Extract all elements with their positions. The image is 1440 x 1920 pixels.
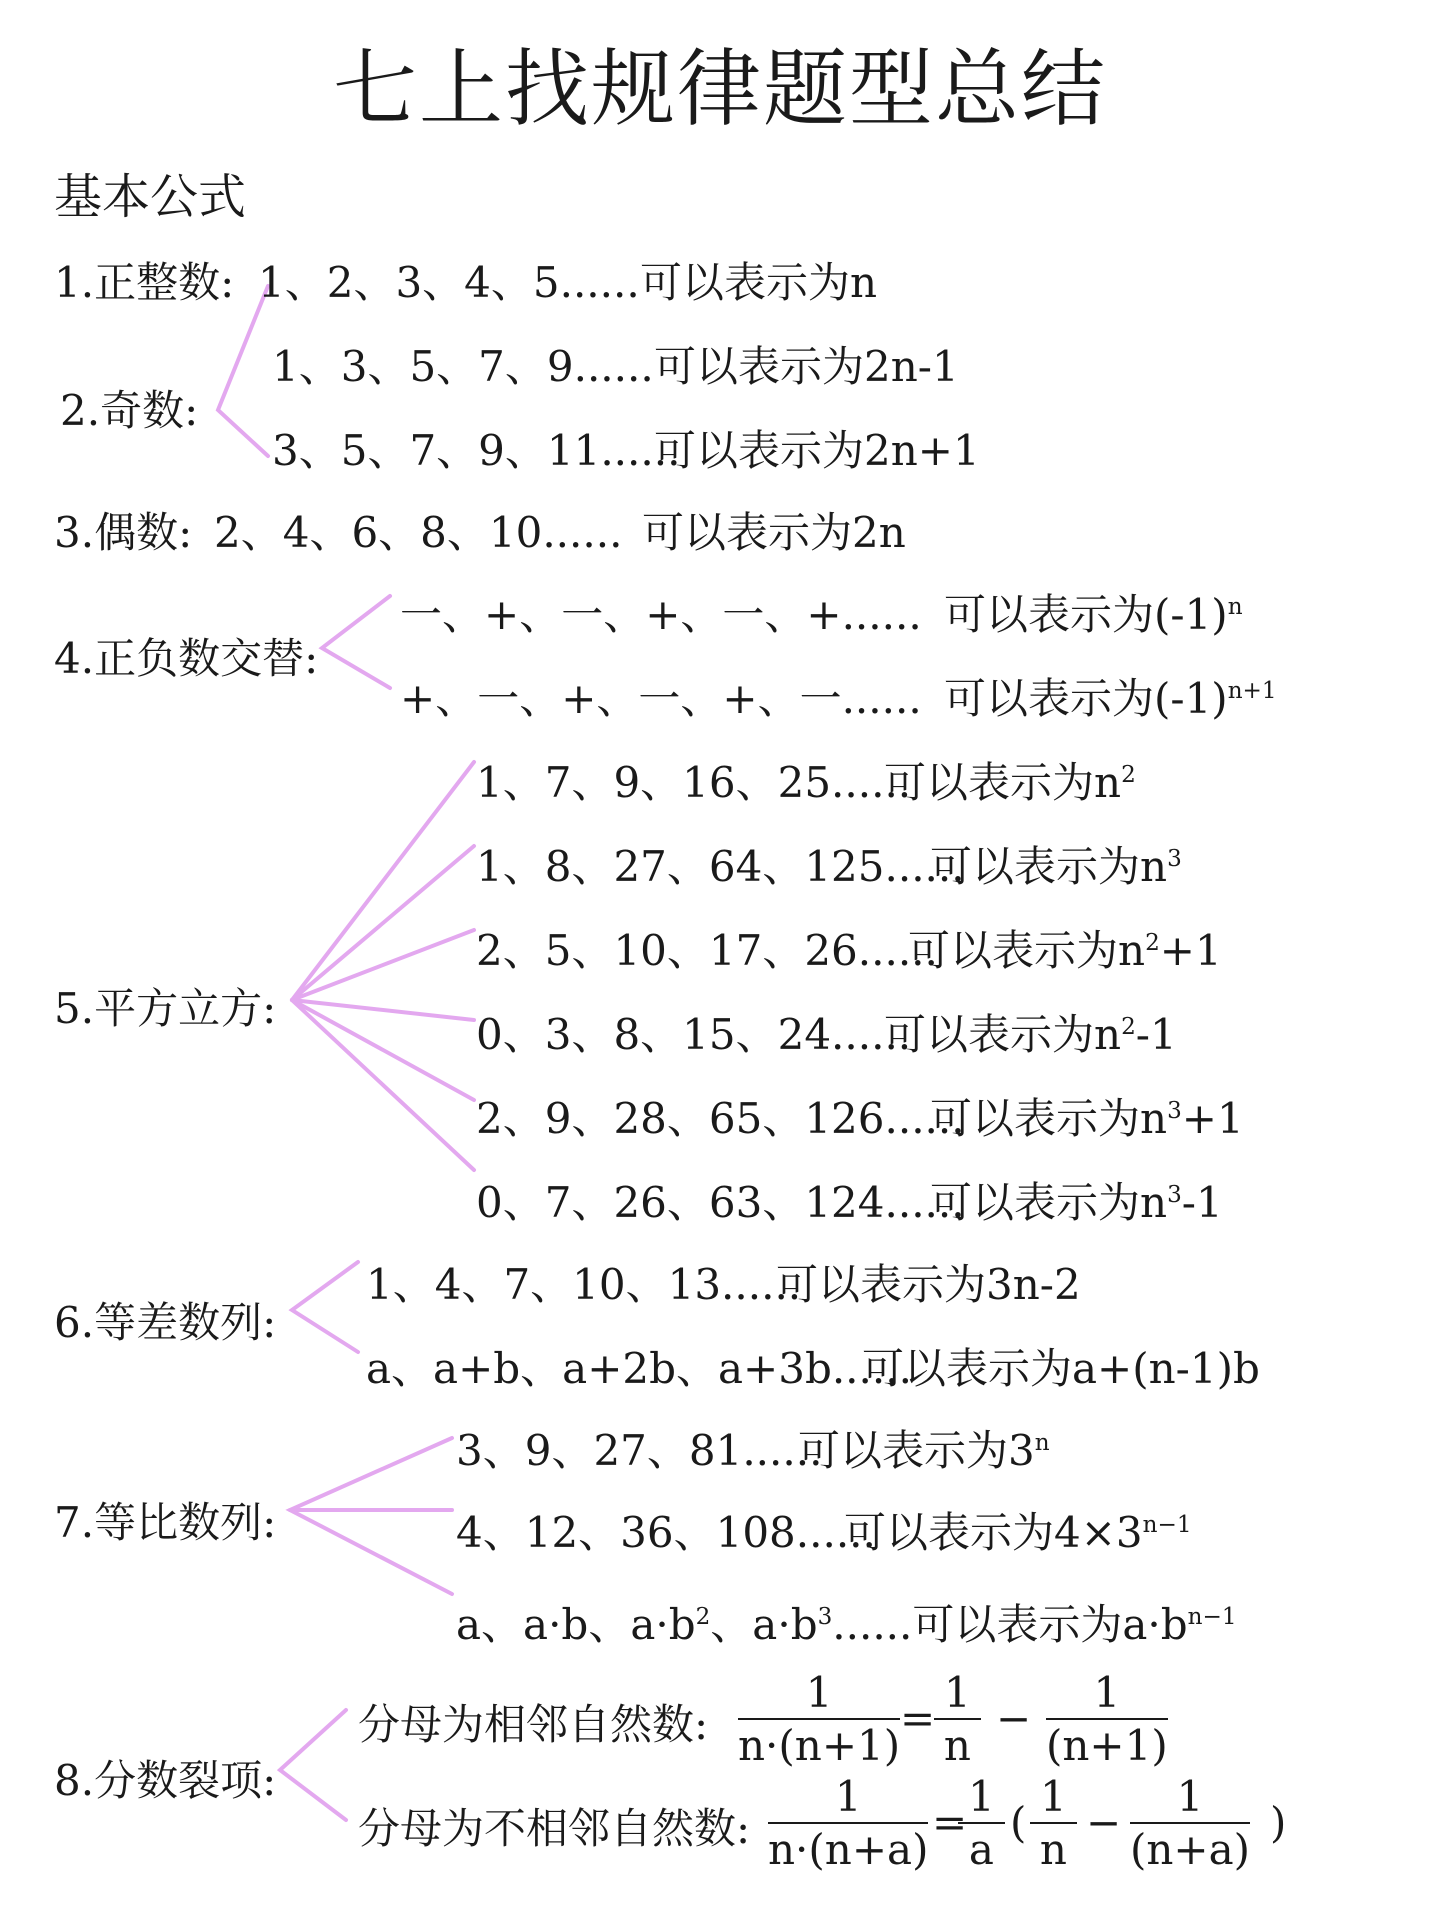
rule-8a-fraction-1: $\frac{1}{n\cdot(n+1)}$: [738, 1668, 901, 1770]
rule-6-label: 6.等差数列:: [54, 1298, 277, 1347]
rule-7a-sequence: 3、9、27、81......: [456, 1426, 823, 1475]
rule-5-seq-2: 1、8、27、64、125......: [476, 842, 965, 891]
rule-5-seq-5: 2、9、28、65、126......: [476, 1094, 965, 1143]
rule-6a-sequence: 1、4、7、10、13......: [366, 1260, 802, 1309]
rule-8a-equals: =: [900, 1694, 936, 1743]
rule-8b-right-paren: ): [1270, 1798, 1287, 1847]
rule-3-formula: 可以表示为2n: [642, 508, 906, 557]
rule-4b-formula: 可以表示为$(-1)^{n+1}$: [944, 674, 1277, 723]
rule-8a-fraction-3: $\frac{1}{(n+1)}$: [1046, 1668, 1168, 1770]
rule-4a-formula: 可以表示为$(-1)^n$: [944, 590, 1243, 639]
rule-5-seq-6: 0、7、26、63、124......: [476, 1178, 965, 1227]
rule-5-seq-4: 0、3、8、15、24......: [476, 1010, 912, 1059]
section-title: 基本公式: [54, 169, 247, 225]
rule-5-formula-4: 可以表示为$n^2-1$: [884, 1010, 1177, 1059]
rule-8b-fraction-3: $\frac{1}{n}$: [1030, 1772, 1077, 1876]
rule-4a-sequence: 一、+、一、+、一、+......: [400, 590, 922, 639]
rule-7c-sequence: a、a·b、$a\cdot b^2$、$a\cdot b^3$......可以表示为$a\cdot b^{n-1}$: [456, 1600, 1237, 1649]
page-title: 七上找规律题型总结: [332, 40, 1107, 138]
rule-8a-fraction-2: $\frac{1}{n}$: [934, 1668, 981, 1772]
rule-1-formula: 可以表示为n: [640, 258, 878, 307]
rule-7-label: 7.等比数列:: [54, 1498, 277, 1547]
rule-7b-formula: 可以表示为$4\times 3^{n-1}$: [844, 1508, 1192, 1557]
rule-8b-minus: −: [1086, 1798, 1122, 1847]
rule-8b-left-paren: (: [1010, 1798, 1027, 1847]
rule-1-label: 1.正整数:: [54, 258, 235, 307]
rule-3-sequence: 2、4、6、8、10......: [214, 508, 623, 557]
rule-8-label: 8.分数裂项:: [54, 1756, 277, 1805]
rule-5-label: 5.平方立方:: [54, 984, 277, 1033]
rule-1-sequence: 1、2、3、4、5......: [258, 258, 640, 307]
rule-8b-fraction-1: $\frac{1}{n\cdot(n+a)}$: [768, 1772, 929, 1874]
rule-4-label: 4.正负数交替:: [54, 634, 319, 683]
rule-3-label: 3.偶数:: [54, 508, 193, 557]
rule-6b-sequence: a、a+b、a+2b、a+3b......: [366, 1344, 912, 1393]
rule-8b-fraction-4: $\frac{1}{(n+a)}$: [1130, 1772, 1251, 1874]
rule-7b-sequence: 4、12、36、108......: [456, 1508, 876, 1557]
rule-4b-sequence: +、一、+、一、+、一......: [400, 674, 922, 723]
rule-2b-formula: 可以表示为2n+1: [654, 426, 980, 475]
rule-2a-sequence: 1、3、5、7、9......: [272, 342, 654, 391]
rule-5-formula-3: 可以表示为$n^2+1$: [908, 926, 1222, 975]
rule-5-formula-1: 可以表示为$n^2$: [884, 758, 1136, 807]
rule-8a-minus: −: [996, 1694, 1032, 1743]
rule-6b-formula: 可以表示为a+(n-1)b: [862, 1344, 1260, 1393]
rule-5-seq-3: 2、5、10、17、26......: [476, 926, 938, 975]
rule-8a-label: 分母为相邻自然数:: [358, 1700, 709, 1749]
rule-5-formula-5: 可以表示为$n^3+1$: [930, 1094, 1244, 1143]
rule-5-seq-1: 1、7、9、16、25......: [476, 758, 912, 807]
rule-5-formula-2: 可以表示为$n^3$: [930, 842, 1182, 891]
rule-5-formula-6: 可以表示为$n^3-1$: [930, 1178, 1223, 1227]
rule-2a-formula: 可以表示为2n-1: [654, 342, 959, 391]
rule-2b-sequence: 3、5、7、9、11......: [272, 426, 681, 475]
rule-2-label: 2.奇数:: [60, 386, 199, 435]
rule-8b-label: 分母为不相邻自然数:: [358, 1804, 751, 1853]
rule-6a-formula: 可以表示为3n-2: [776, 1260, 1081, 1309]
rule-8b-equals: =: [932, 1798, 968, 1847]
rule-8b-fraction-2: $\frac{1}{a}$: [958, 1772, 1005, 1876]
rule-7a-formula: 可以表示为3$^n$: [798, 1426, 1050, 1475]
